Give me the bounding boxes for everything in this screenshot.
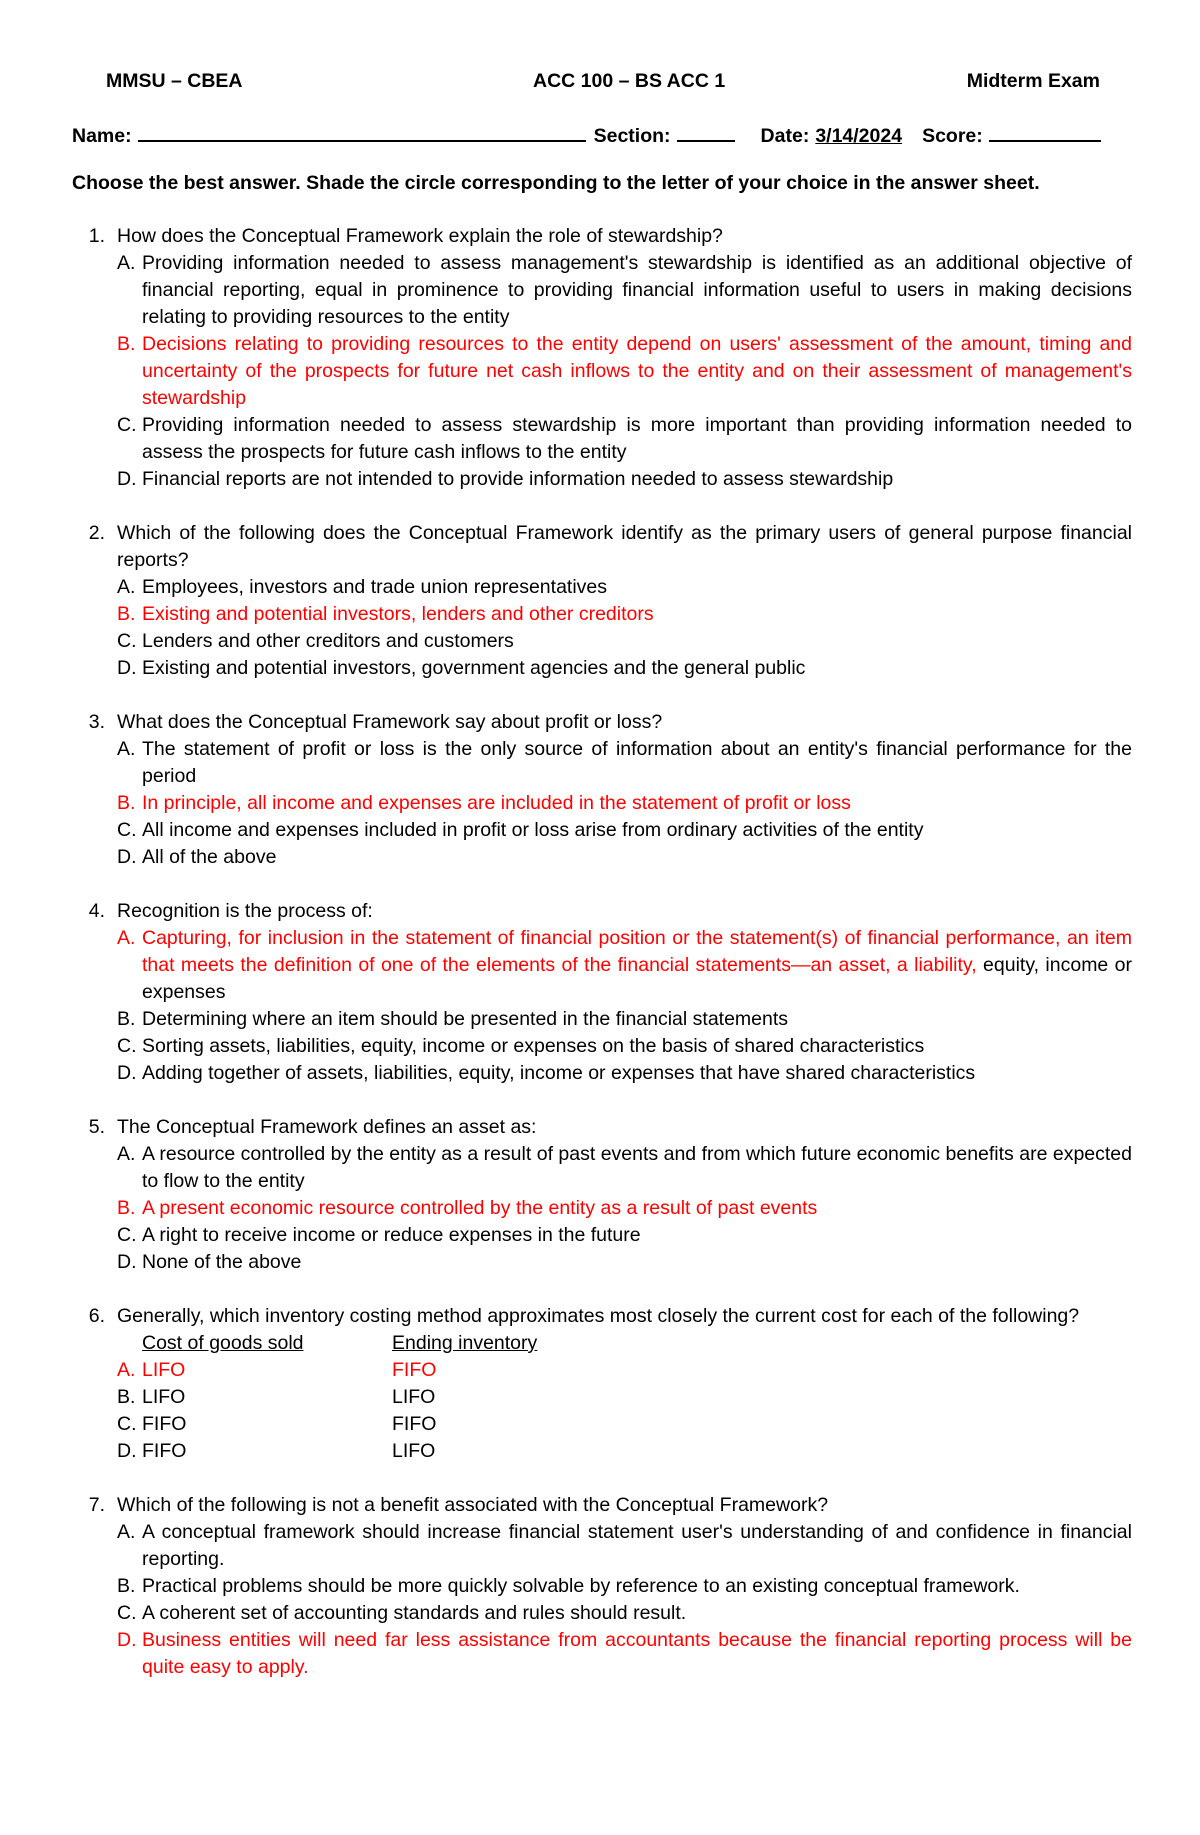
option-text: A coherent set of accounting standards and rules should result. — [142, 1602, 687, 1624]
option-a-correct[interactable] — [72, 1357, 1132, 1384]
option-text: In principle, all income and expenses are included in the statement of profit or loss — [142, 792, 851, 814]
option-text: Decisions relating to providing resources to the entity depend on users' assessment of the amount, timing and uncertainty of the prospects for future net cash inflows to the entity and on their assessment of management's stewardship — [142, 333, 1132, 409]
question-7 — [72, 1492, 1132, 1681]
option-letter: B. — [117, 603, 136, 625]
option-text: Existing and potential investors, lenders and other creditors — [142, 603, 654, 625]
column-header-cogs: Cost of goods sold — [142, 1332, 304, 1354]
option-letter: A. — [117, 738, 136, 760]
option-b[interactable] — [72, 1384, 1132, 1411]
option-letter: B. — [117, 1575, 136, 1597]
option-letter: C. — [117, 630, 137, 652]
option-text: Providing information needed to assess management's stewardship is identified as an additional objective of financial reporting, equal in prominence to providing financial information useful to users in making decisions relating to providing resources to the entity — [142, 252, 1132, 328]
option-letter: A. — [117, 1143, 136, 1165]
option-letter: A. — [117, 927, 136, 949]
question-number: 1. — [88, 225, 105, 247]
option-text: A conceptual framework should increase financial statement user's understanding of and confidence in financial reporting. — [142, 1521, 1132, 1570]
option-c[interactable] — [72, 1033, 1132, 1060]
option-letter: C. — [117, 414, 137, 436]
question-number: 3. — [88, 711, 105, 733]
option-text: Financial reports are not intended to provide information needed to assess stewardship — [142, 468, 894, 490]
option-letter: A. — [117, 252, 136, 274]
option-text: All income and expenses included in profit or loss arise from ordinary activities of the entity — [142, 819, 924, 841]
question-6 — [72, 1303, 1132, 1465]
question-text: How does the Conceptual Framework explain the role of stewardship? — [117, 225, 723, 247]
option-letter: D. — [117, 1062, 137, 1084]
option-letter: D. — [117, 468, 137, 490]
option-b-correct[interactable] — [72, 601, 1132, 628]
option-letter: D. — [117, 657, 137, 679]
option-letter: B. — [117, 333, 136, 355]
column-header-ending-inventory: Ending inventory — [392, 1332, 538, 1354]
option-d[interactable] — [72, 466, 1132, 493]
table-header — [72, 1330, 1132, 1357]
option-text: Employees, investors and trade union representatives — [142, 576, 608, 598]
option-d[interactable] — [72, 1249, 1132, 1276]
option-letter: B. — [117, 1197, 136, 1219]
question-text: Which of the following is not a benefit associated with the Conceptual Framework? — [117, 1494, 829, 1516]
option-text: Capturing, for inclusion in the statement of financial position or the statement(s) of financial performance, an item that meets the definition of one of the elements of the financial statements—an asset, a liability, — [142, 927, 1132, 976]
option-a[interactable] — [72, 736, 1132, 790]
option-ending-inventory: FIFO — [392, 1413, 437, 1435]
option-c[interactable] — [72, 1222, 1132, 1249]
option-letter: C. — [117, 1224, 137, 1246]
name-field[interactable] — [138, 122, 586, 142]
option-cogs: LIFO — [142, 1359, 186, 1381]
option-c[interactable] — [72, 1411, 1132, 1438]
option-text: Adding together of assets, liabilities, equity, income or expenses that have shared characteristics — [142, 1062, 976, 1084]
option-text: Practical problems should be more quickly solvable by reference to an existing conceptual framework. — [142, 1575, 1020, 1597]
question-number: 5. — [88, 1116, 105, 1138]
option-a[interactable] — [72, 574, 1132, 601]
question-1 — [72, 223, 1132, 493]
question-list — [72, 223, 1132, 1708]
option-letter: C. — [117, 1602, 137, 1624]
option-cogs: LIFO — [142, 1386, 186, 1408]
score-field[interactable] — [989, 122, 1101, 142]
question-number: 6. — [88, 1305, 105, 1327]
option-a-correct[interactable] — [72, 925, 1132, 1006]
option-b-correct[interactable] — [72, 790, 1132, 817]
option-letter: A. — [117, 576, 136, 598]
header-school: MMSU – CBEA — [106, 70, 243, 92]
option-b-correct[interactable] — [72, 1195, 1132, 1222]
option-letter: C. — [117, 1413, 137, 1435]
option-ending-inventory: LIFO — [392, 1440, 436, 1462]
option-text: All of the above — [142, 846, 277, 868]
option-letter: D. — [117, 846, 137, 868]
question-text: Which of the following does the Conceptual Framework identify as the primary users of general purpose financial reports? — [117, 522, 1132, 571]
date-label: Date: — [760, 125, 810, 147]
option-b[interactable] — [72, 1006, 1132, 1033]
option-text: A present economic resource controlled by the entity as a result of past events — [142, 1197, 818, 1219]
question-3 — [72, 709, 1132, 871]
option-text: Existing and potential investors, government agencies and the general public — [142, 657, 806, 679]
option-letter: B. — [117, 1386, 136, 1408]
option-letter: D. — [117, 1251, 137, 1273]
option-letter: D. — [117, 1629, 137, 1651]
score-label: Score: — [922, 125, 983, 147]
option-text: A resource controlled by the entity as a result of past events and from which future economic benefits are expected to flow to the entity — [142, 1143, 1132, 1192]
date-value: 3/14/2024 — [815, 125, 903, 147]
option-text: Sorting assets, liabilities, equity, income or expenses on the basis of shared characteristics — [142, 1035, 925, 1057]
option-letter: A. — [117, 1521, 136, 1543]
option-a[interactable] — [72, 1141, 1132, 1195]
option-text: Providing information needed to assess stewardship is more important than providing information needed to assess the prospects for future cash inflows to the entity — [142, 414, 1132, 463]
option-b-correct[interactable] — [72, 331, 1132, 412]
option-cogs: FIFO — [142, 1413, 187, 1435]
question-number: 2. — [88, 522, 105, 544]
option-a[interactable] — [72, 1519, 1132, 1573]
question-text: Recognition is the process of: — [117, 900, 373, 922]
option-d[interactable] — [72, 655, 1132, 682]
section-field[interactable] — [677, 122, 735, 142]
question-4 — [72, 898, 1132, 1087]
option-letter: A. — [117, 1359, 136, 1381]
header-course: ACC 100 – BS ACC 1 — [533, 70, 726, 92]
option-d[interactable] — [72, 1438, 1132, 1465]
question-2 — [72, 520, 1132, 682]
option-letter: C. — [117, 1035, 137, 1057]
option-text: Lenders and other creditors and customers — [142, 630, 514, 652]
option-d[interactable] — [72, 1060, 1132, 1087]
question-number: 7. — [88, 1494, 105, 1516]
option-d-correct[interactable] — [72, 1627, 1132, 1681]
question-number: 4. — [88, 900, 105, 922]
option-text-tail: equity, income or expenses — [142, 954, 1132, 1003]
instructions: Choose the best answer. Shade the circle corresponding to the letter of your choice in the answer sheet. — [72, 172, 1040, 194]
option-cogs: FIFO — [142, 1440, 187, 1462]
question-text: What does the Conceptual Framework say about profit or loss? — [117, 711, 663, 733]
option-text: The statement of profit or loss is the only source of information about an entity's financial performance for the period — [142, 738, 1132, 787]
option-a[interactable] — [72, 250, 1132, 331]
option-text: A right to receive income or reduce expenses in the future — [142, 1224, 641, 1246]
option-c[interactable] — [72, 628, 1132, 655]
option-text: Determining where an item should be presented in the financial statements — [142, 1008, 789, 1030]
option-c[interactable] — [72, 412, 1132, 466]
name-label: Name: — [72, 125, 132, 147]
question-5 — [72, 1114, 1132, 1276]
option-d[interactable] — [72, 844, 1132, 871]
option-c[interactable] — [72, 817, 1132, 844]
option-letter: D. — [117, 1440, 137, 1462]
option-ending-inventory: LIFO — [392, 1386, 436, 1408]
option-c[interactable] — [72, 1600, 1132, 1627]
option-ending-inventory: FIFO — [392, 1359, 437, 1381]
option-letter: C. — [117, 819, 137, 841]
header-exam-title: Midterm Exam — [966, 70, 1100, 92]
option-letter: B. — [117, 792, 136, 814]
student-info-line — [72, 122, 1126, 150]
option-text: Business entities will need far less assistance from accountants because the financial reporting process will be quite easy to apply. — [142, 1629, 1132, 1678]
section-label: Section: — [593, 125, 671, 147]
option-b[interactable] — [72, 1573, 1132, 1600]
question-text: The Conceptual Framework defines an asset as: — [117, 1116, 537, 1138]
question-text: Generally, which inventory costing method approximates most closely the current cost for each of the following? — [117, 1305, 1080, 1327]
option-text: None of the above — [142, 1251, 302, 1273]
option-letter: B. — [117, 1008, 136, 1030]
